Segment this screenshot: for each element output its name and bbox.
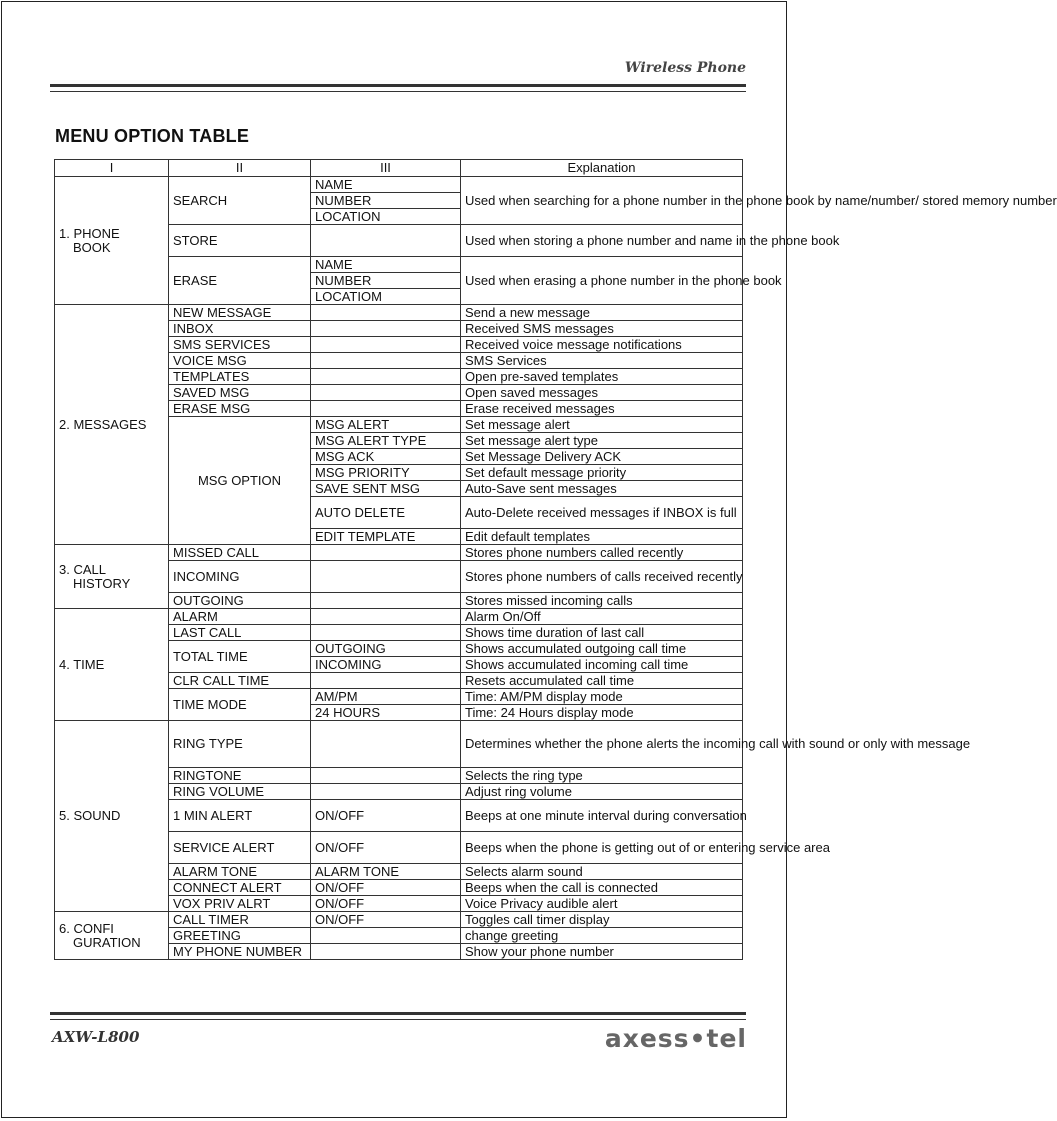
explanation-cell: Used when storing a phone number and name in the phone book	[461, 225, 743, 257]
group-cell	[55, 912, 169, 960]
sub-cell: ON/OFF	[311, 880, 461, 896]
group-label: 1. PHONE	[59, 225, 120, 241]
sub-cell: ON/OFF	[311, 832, 461, 864]
sub-cell	[311, 673, 461, 689]
menu-cell: SAVED MSG	[169, 385, 311, 401]
sub-cell: LOCATIOM	[311, 289, 461, 305]
sub-cell	[311, 545, 461, 561]
sub-cell: NAME	[311, 177, 461, 193]
header-rule-thin	[50, 91, 746, 92]
explanation-cell: Beeps when the phone is getting out of or entering service area	[461, 832, 743, 864]
menu-cell: TIME MODE	[169, 689, 311, 721]
sub-cell: ON/OFF	[311, 800, 461, 832]
explanation-cell: Time: AM/PM display mode	[461, 689, 743, 705]
sub-cell	[311, 305, 461, 321]
explanation-cell: Selects alarm sound	[461, 864, 743, 880]
table-row	[55, 609, 743, 625]
group-cell: 2. MESSAGES	[55, 305, 169, 545]
menu-cell: ALARM	[169, 609, 311, 625]
sub-cell: MSG ALERT TYPE	[311, 433, 461, 449]
menu-cell: NEW MESSAGE	[169, 305, 311, 321]
footer-rule	[50, 1012, 746, 1015]
explanation-cell: Shows accumulated outgoing call time	[461, 641, 743, 657]
menu-cell: TEMPLATES	[169, 369, 311, 385]
menu-cell: OUTGOING	[169, 593, 311, 609]
sub-cell	[311, 401, 461, 417]
sub-cell	[311, 561, 461, 593]
header-rule	[50, 84, 746, 87]
sub-cell: AM/PM	[311, 689, 461, 705]
sub-cell	[311, 768, 461, 784]
footer-model: AXW-L800	[52, 1028, 140, 1046]
sub-cell	[311, 928, 461, 944]
sub-cell: SAVE SENT MSG	[311, 481, 461, 497]
group-label: GURATION	[73, 934, 141, 950]
explanation-cell: Send a new message	[461, 305, 743, 321]
explanation-cell: SMS Services	[461, 353, 743, 369]
group-label: BOOK	[73, 239, 111, 255]
sub-cell	[311, 609, 461, 625]
sub-cell: LOCATION	[311, 209, 461, 225]
sub-cell: AUTO DELETE	[311, 497, 461, 529]
menu-cell: ERASE MSG	[169, 401, 311, 417]
explanation-cell: Used when searching for a phone number in the phone book by name/number/ stored memory number	[461, 177, 743, 225]
explanation-cell: Open pre-saved templates	[461, 369, 743, 385]
explanation-cell: Used when erasing a phone number in the phone book	[461, 257, 743, 305]
sub-cell: NUMBER	[311, 273, 461, 289]
menu-cell: INCOMING	[169, 561, 311, 593]
menu-cell: VOICE MSG	[169, 353, 311, 369]
explanation-cell: Time: 24 Hours display mode	[461, 705, 743, 721]
sub-cell	[311, 721, 461, 768]
sub-cell: ON/OFF	[311, 912, 461, 928]
group-cell: 4. TIME	[55, 609, 169, 721]
sub-cell: NAME	[311, 257, 461, 273]
explanation-cell: change greeting	[461, 928, 743, 944]
column-header: II	[169, 160, 311, 177]
sub-cell: OUTGOING	[311, 641, 461, 657]
menu-cell: STORE	[169, 225, 311, 257]
explanation-cell: Edit default templates	[461, 529, 743, 545]
table-row	[55, 912, 743, 928]
menu-cell: LAST CALL	[169, 625, 311, 641]
sub-cell	[311, 593, 461, 609]
sub-cell	[311, 625, 461, 641]
sub-cell: MSG PRIORITY	[311, 465, 461, 481]
menu-cell: 1 MIN ALERT	[169, 800, 311, 832]
sub-cell	[311, 321, 461, 337]
explanation-cell: Beeps when the call is connected	[461, 880, 743, 896]
menu-cell: SEARCH	[169, 177, 311, 225]
menu-cell: MSG OPTION	[169, 417, 311, 545]
menu-cell: CLR CALL TIME	[169, 673, 311, 689]
sub-cell: NUMBER	[311, 193, 461, 209]
menu-cell: TOTAL TIME	[169, 641, 311, 673]
explanation-cell: Auto-Save sent messages	[461, 481, 743, 497]
sub-cell	[311, 944, 461, 960]
explanation-cell: Alarm On/Off	[461, 609, 743, 625]
explanation-cell: Show your phone number	[461, 944, 743, 960]
group-label: 3. CALL	[59, 561, 106, 577]
menu-cell: RING TYPE	[169, 721, 311, 768]
explanation-cell: Shows accumulated incoming call time	[461, 657, 743, 673]
explanation-cell: Received SMS messages	[461, 321, 743, 337]
explanation-cell: Stores missed incoming calls	[461, 593, 743, 609]
explanation-cell: Open saved messages	[461, 385, 743, 401]
sub-cell	[311, 225, 461, 257]
table-row	[55, 177, 743, 193]
explanation-cell: Set Message Delivery ACK	[461, 449, 743, 465]
group-label: HISTORY	[73, 575, 131, 591]
sub-cell: ON/OFF	[311, 896, 461, 912]
table-row	[55, 721, 743, 768]
menu-cell: MISSED CALL	[169, 545, 311, 561]
sub-cell	[311, 337, 461, 353]
explanation-cell: Set message alert	[461, 417, 743, 433]
menu-cell: GREETING	[169, 928, 311, 944]
menu-cell: INBOX	[169, 321, 311, 337]
sub-cell: ALARM TONE	[311, 864, 461, 880]
sub-cell	[311, 369, 461, 385]
explanation-cell: Auto-Delete received messages if INBOX is full	[461, 497, 743, 529]
sub-cell: INCOMING	[311, 657, 461, 673]
section-title: MENU OPTION TABLE	[55, 126, 250, 146]
explanation-cell: Set default message priority	[461, 465, 743, 481]
sub-cell	[311, 784, 461, 800]
sub-cell: 24 HOURS	[311, 705, 461, 721]
explanation-cell: Selects the ring type	[461, 768, 743, 784]
menu-cell: CALL TIMER	[169, 912, 311, 928]
explanation-cell: Toggles call timer display	[461, 912, 743, 928]
menu-cell: SMS SERVICES	[169, 337, 311, 353]
sub-cell: MSG ACK	[311, 449, 461, 465]
explanation-cell: Erase received messages	[461, 401, 743, 417]
footer-rule-thin	[50, 1019, 746, 1020]
group-cell	[55, 177, 169, 305]
sub-cell: EDIT TEMPLATE	[311, 529, 461, 545]
brand-logo: axess•tel	[604, 1024, 747, 1053]
explanation-cell: Determines whether the phone alerts the incoming call with sound or only with message	[461, 721, 743, 768]
column-header: I	[55, 160, 169, 177]
table-header-row	[55, 160, 743, 177]
explanation-cell: Set message alert type	[461, 433, 743, 449]
menu-option-table	[54, 159, 1057, 960]
menu-cell: MY PHONE NUMBER	[169, 944, 311, 960]
menu-cell: RINGTONE	[169, 768, 311, 784]
explanation-cell: Resets accumulated call time	[461, 673, 743, 689]
explanation-cell: Stores phone numbers of calls received recently	[461, 561, 743, 593]
sub-cell: MSG ALERT	[311, 417, 461, 433]
table-row	[55, 545, 743, 561]
group-label: 6. CONFI	[59, 920, 114, 936]
sub-cell	[311, 353, 461, 369]
column-header: Explanation	[461, 160, 743, 177]
group-cell: 5. SOUND	[55, 721, 169, 912]
group-cell	[55, 545, 169, 609]
menu-cell: ERASE	[169, 257, 311, 305]
column-header: III	[311, 160, 461, 177]
sub-cell	[311, 385, 461, 401]
menu-cell: ALARM TONE	[169, 864, 311, 880]
menu-cell: CONNECT ALERT	[169, 880, 311, 896]
explanation-cell: Adjust ring volume	[461, 784, 743, 800]
explanation-cell: Stores phone numbers called recently	[461, 545, 743, 561]
menu-cell: SERVICE ALERT	[169, 832, 311, 864]
table-row	[55, 305, 743, 321]
menu-cell: VOX PRIV ALRT	[169, 896, 311, 912]
explanation-cell: Beeps at one minute interval during conversation	[461, 800, 743, 832]
explanation-cell: Voice Privacy audible alert	[461, 896, 743, 912]
menu-cell: RING VOLUME	[169, 784, 311, 800]
header-title: Wireless Phone	[624, 60, 746, 76]
explanation-cell: Shows time duration of last call	[461, 625, 743, 641]
explanation-cell: Received voice message notifications	[461, 337, 743, 353]
